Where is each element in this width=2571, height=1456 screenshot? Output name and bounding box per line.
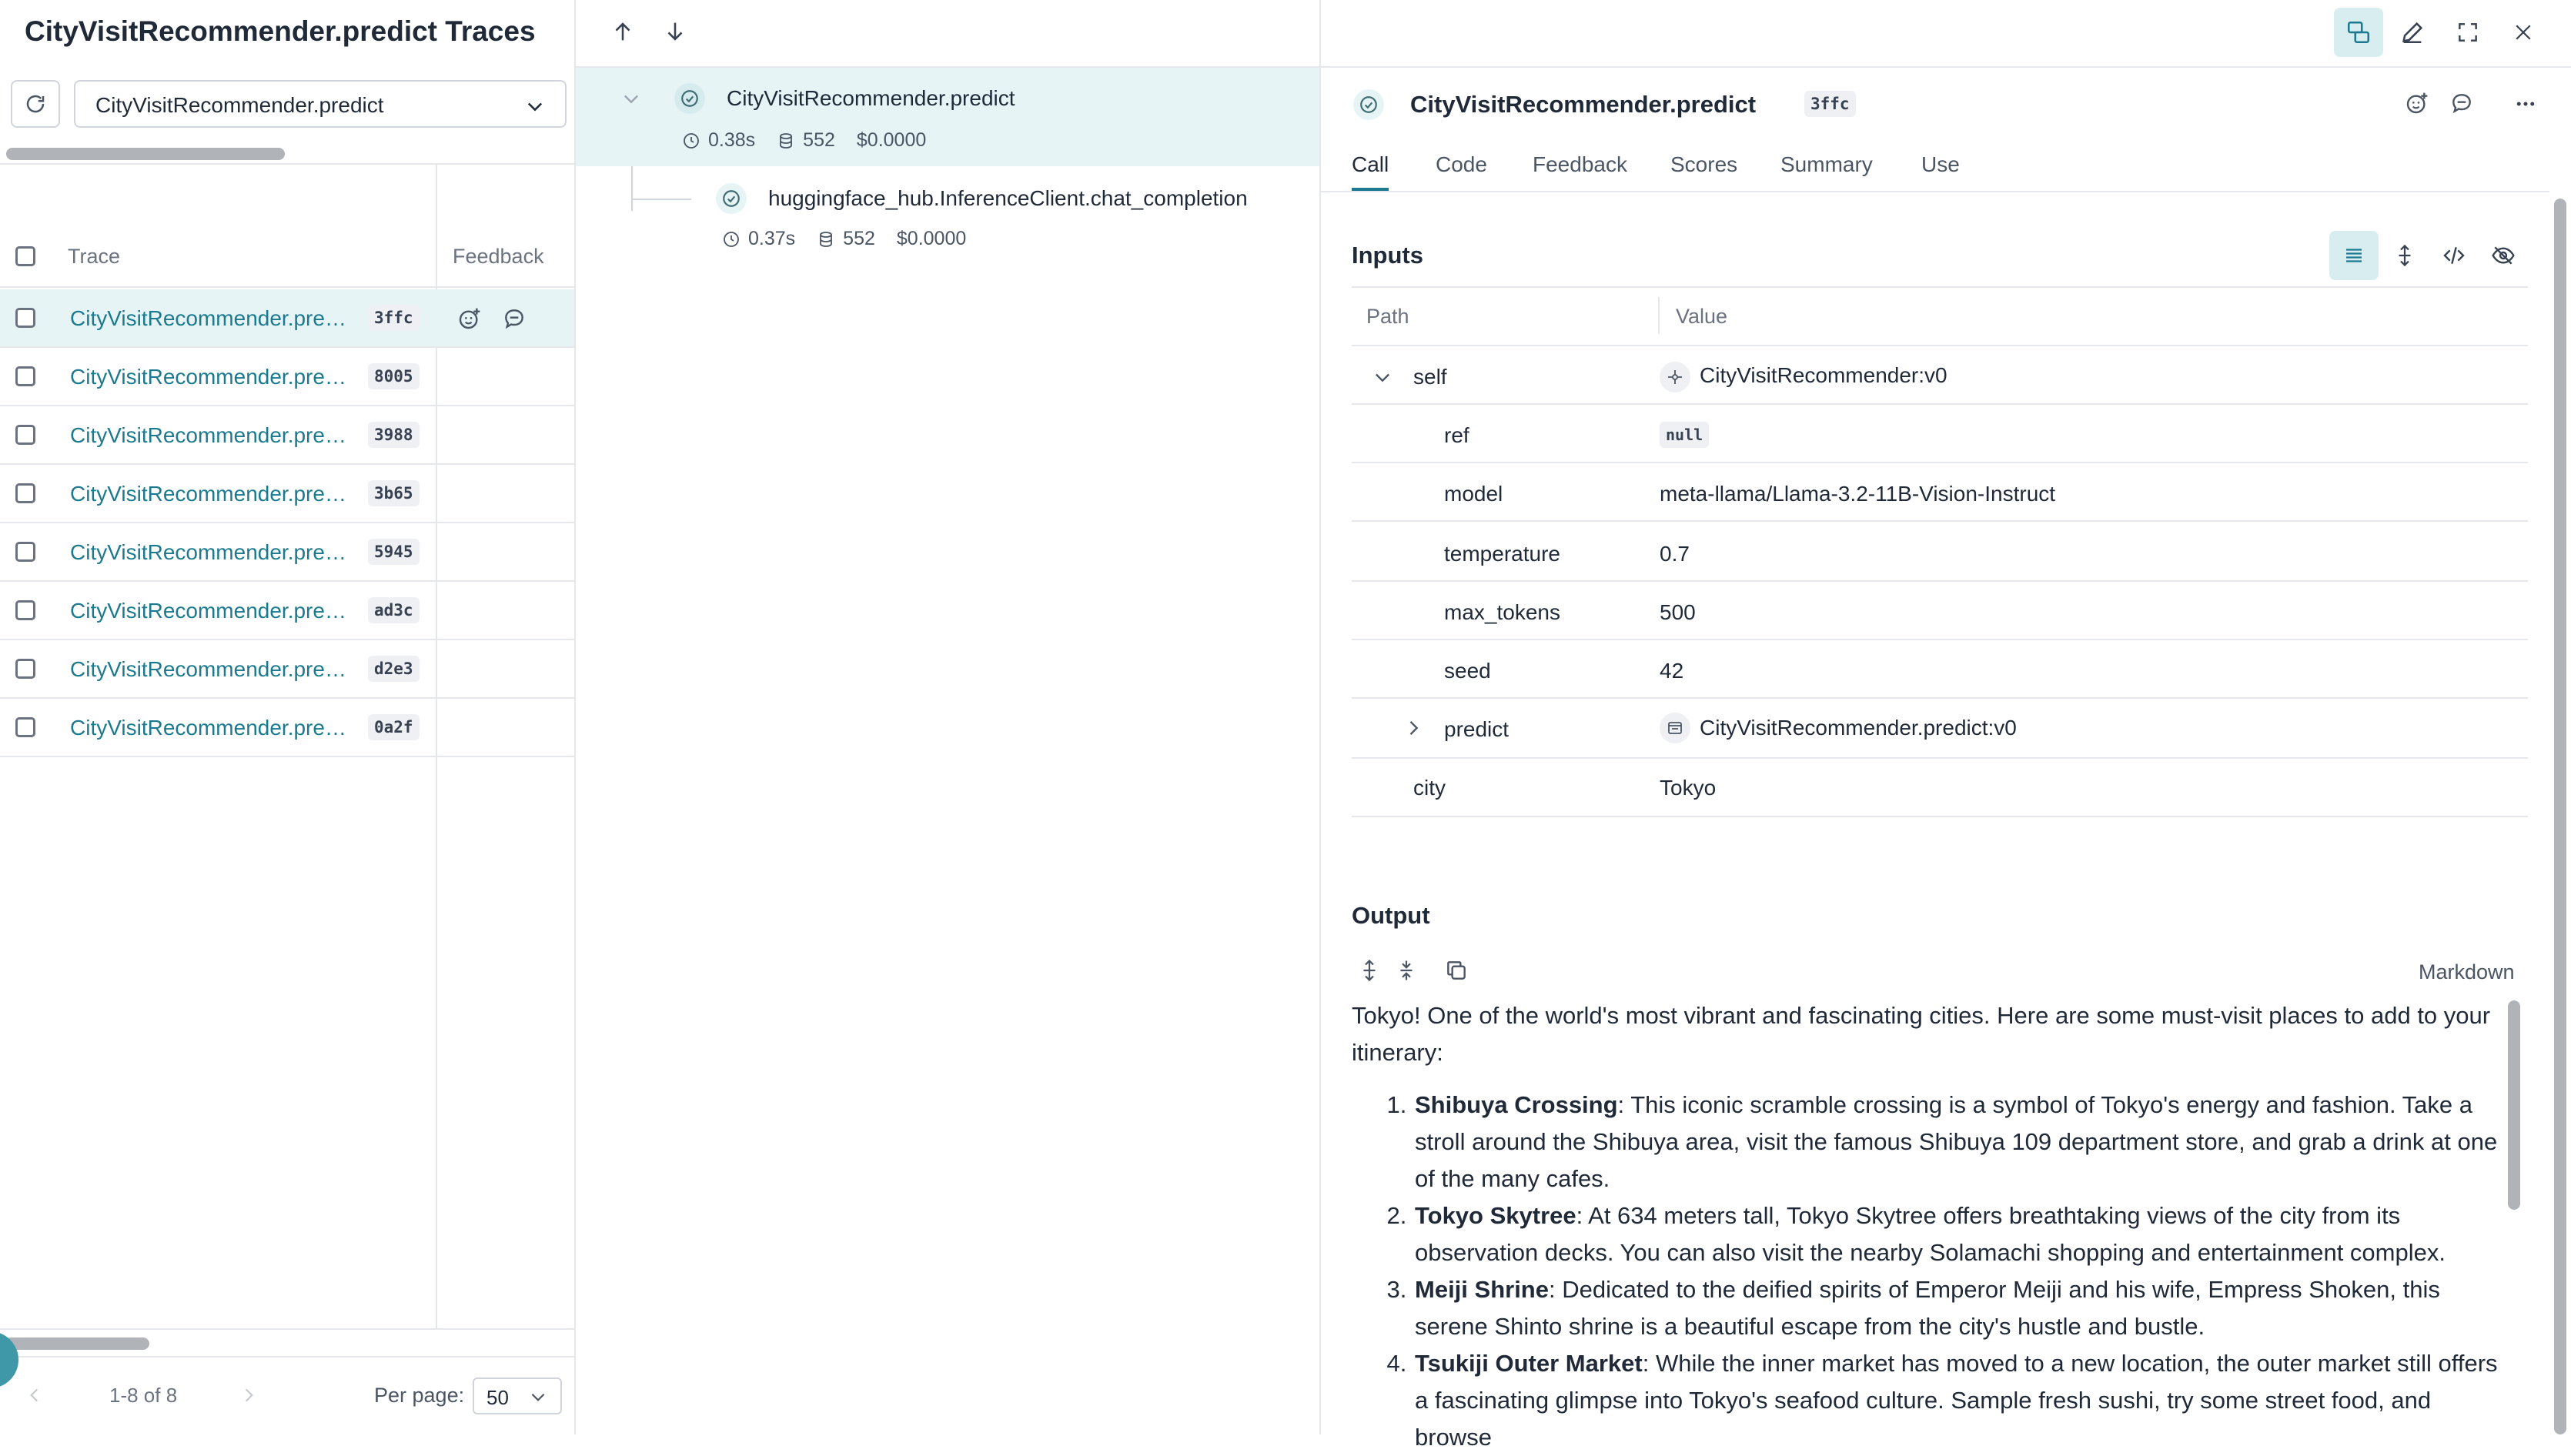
row-checkbox[interactable] bbox=[15, 425, 35, 445]
input-key-ref: ref bbox=[1444, 423, 1469, 447]
input-key-temperature: temperature bbox=[1444, 542, 1560, 566]
input-value-model: meta-llama/Llama-3.2-11B-Vision-Instruct bbox=[1660, 482, 2056, 506]
trace-name-link[interactable]: CityVisitRecommender.pre… bbox=[70, 540, 346, 564]
row-checkbox[interactable] bbox=[15, 659, 35, 679]
table-row[interactable] bbox=[0, 465, 574, 523]
pagination-range: 1-8 of 8 bbox=[109, 1384, 178, 1407]
chevron-down-icon[interactable] bbox=[1372, 366, 1393, 388]
token-count: 552 bbox=[803, 129, 835, 151]
expand-vertical-icon[interactable] bbox=[1358, 957, 1381, 983]
list-item bbox=[1413, 1197, 2499, 1271]
input-value-predict[interactable]: CityVisitRecommender.predict:v0 bbox=[1700, 716, 2017, 740]
arrow-up-icon[interactable] bbox=[610, 18, 636, 45]
table-row[interactable] bbox=[0, 582, 574, 640]
input-value-self[interactable]: CityVisitRecommender:v0 bbox=[1700, 363, 1947, 387]
expand-vertical-icon bbox=[2393, 243, 2416, 268]
input-value-temperature: 0.7 bbox=[1660, 542, 1690, 566]
status-badge bbox=[674, 83, 705, 114]
row-divider bbox=[1352, 462, 2528, 463]
cost-value: $0.0000 bbox=[896, 228, 967, 249]
trace-id-badge: ad3c bbox=[368, 597, 420, 623]
input-value-ref: null bbox=[1660, 422, 1709, 448]
model-icon bbox=[1666, 368, 1684, 386]
per-page-value: 50 bbox=[486, 1386, 509, 1409]
input-value-city: Tokyo bbox=[1660, 776, 1717, 800]
trace-name-link[interactable]: CityVisitRecommender.pre… bbox=[70, 599, 346, 623]
horizontal-scrollbar[interactable] bbox=[6, 148, 285, 160]
trace-name-link[interactable]: CityVisitRecommender.pre… bbox=[70, 306, 346, 330]
status-badge bbox=[1353, 89, 1384, 120]
token-count: 552 bbox=[843, 228, 875, 249]
output-intro: Tokyo! One of the world's most vibrant and fascinating cities. Here are some must-visit places to add to your itinerary: bbox=[1352, 1002, 2491, 1066]
refresh-icon bbox=[24, 92, 47, 115]
chevron-right-icon[interactable] bbox=[1403, 717, 1424, 739]
table-row[interactable] bbox=[0, 523, 574, 582]
trace-id-badge: 3988 bbox=[368, 422, 420, 448]
object-badge bbox=[1660, 713, 1690, 743]
input-key-seed: seed bbox=[1444, 659, 1491, 683]
check-circle-icon bbox=[680, 88, 700, 109]
traces-panel bbox=[0, 0, 576, 1434]
refresh-button[interactable] bbox=[11, 80, 60, 128]
close-icon bbox=[2512, 21, 2535, 44]
list-item-title: Shibuya Crossing bbox=[1415, 1091, 1618, 1118]
trace-id-badge: 3ffc bbox=[368, 305, 420, 331]
row-checkbox[interactable] bbox=[15, 483, 35, 503]
code-view-button[interactable] bbox=[2429, 231, 2479, 280]
list-item bbox=[1413, 1087, 2499, 1197]
tab-code[interactable]: Code bbox=[1436, 152, 1487, 176]
trace-id-badge: 8005 bbox=[368, 363, 420, 389]
latency-value: 0.38s bbox=[708, 129, 756, 151]
trace-id-badge: d2e3 bbox=[368, 656, 420, 682]
trace-column-header: Trace bbox=[68, 245, 121, 268]
list-item bbox=[1413, 1345, 2499, 1456]
close-button[interactable] bbox=[2499, 8, 2548, 57]
database-icon bbox=[817, 230, 835, 249]
op-icon bbox=[1666, 719, 1684, 737]
table-row[interactable] bbox=[0, 699, 574, 757]
status-badge bbox=[716, 183, 747, 214]
divider bbox=[0, 1328, 574, 1330]
hide-button[interactable] bbox=[2479, 231, 2528, 280]
tab-call[interactable]: Call bbox=[1352, 152, 1389, 176]
call-metrics bbox=[722, 228, 966, 250]
tree-view-button[interactable] bbox=[2334, 8, 2383, 57]
tab-use[interactable]: Use bbox=[1921, 152, 1960, 176]
path-column-header: Path bbox=[1366, 305, 1409, 328]
table-row[interactable] bbox=[0, 289, 574, 348]
input-value-max-tokens: 500 bbox=[1660, 600, 1696, 624]
input-key-city: city bbox=[1413, 776, 1446, 800]
page-title: CityVisitRecommender.predict Traces bbox=[25, 15, 536, 47]
call-title: CityVisitRecommender.predict bbox=[1410, 91, 1757, 118]
divider bbox=[1321, 66, 2571, 68]
output-list bbox=[1413, 1087, 2499, 1456]
op-filter-select[interactable] bbox=[74, 80, 567, 128]
list-item-text: : While the inner market has moved to a new location, the outer market still offers a fascinating glimpse into Tokyo's seafood culture. Sample fresh sushi, try some street food, and browse bbox=[1415, 1350, 2498, 1451]
collapse-vertical-icon[interactable] bbox=[1395, 957, 1418, 983]
add-note-icon[interactable] bbox=[2449, 91, 2474, 115]
row-divider bbox=[1352, 520, 2528, 522]
add-reaction-icon[interactable] bbox=[457, 306, 482, 331]
inputs-heading: Inputs bbox=[1352, 242, 1423, 269]
list-icon bbox=[2342, 244, 2365, 267]
row-checkbox[interactable] bbox=[15, 717, 35, 737]
database-icon bbox=[777, 132, 795, 150]
tab-scores[interactable]: Scores bbox=[1670, 152, 1738, 176]
table-row[interactable] bbox=[0, 348, 574, 406]
list-item-text: : At 634 meters tall, Tokyo Skytree offers breathtaking views of the city from its observation decks. You can also visit the nearby Solamachi shopping and entertainment complex. bbox=[1415, 1202, 2446, 1266]
vertical-scrollbar[interactable] bbox=[2554, 199, 2566, 1434]
call-tree-panel bbox=[576, 0, 1321, 1434]
copy-icon[interactable] bbox=[1444, 957, 1469, 983]
row-divider bbox=[1352, 580, 2528, 582]
call-tree-root[interactable] bbox=[576, 68, 1319, 166]
arrow-down-icon[interactable] bbox=[662, 18, 688, 45]
tree-view-icon bbox=[2345, 19, 2372, 45]
output-format-label[interactable]: Markdown bbox=[2419, 960, 2515, 983]
trace-name-link[interactable]: CityVisitRecommender.pre… bbox=[70, 365, 346, 389]
trace-id-badge: 3b65 bbox=[368, 480, 420, 506]
list-item-title: Tokyo Skytree bbox=[1415, 1202, 1576, 1229]
output-markdown bbox=[1352, 997, 2499, 1451]
trace-id-badge: 0a2f bbox=[368, 714, 420, 740]
pencil-icon bbox=[2399, 19, 2426, 45]
tab-summary[interactable]: Summary bbox=[1780, 152, 1873, 176]
fullscreen-icon bbox=[2456, 20, 2480, 45]
add-reaction-icon[interactable] bbox=[2405, 91, 2429, 115]
call-id-badge: 3ffc bbox=[1804, 91, 1856, 117]
edit-button[interactable] bbox=[2388, 8, 2437, 57]
feedback-column-header: Feedback bbox=[453, 245, 544, 268]
more-options-icon[interactable] bbox=[2512, 92, 2539, 115]
list-item-title: Tsukiji Outer Market bbox=[1415, 1350, 1643, 1377]
column-divider bbox=[1658, 297, 1660, 334]
tree-connector bbox=[631, 166, 633, 211]
clock-icon bbox=[682, 132, 700, 150]
call-name: CityVisitRecommender.predict bbox=[727, 86, 1015, 110]
expand-all-button[interactable] bbox=[2380, 231, 2429, 280]
next-page-icon[interactable] bbox=[239, 1384, 259, 1407]
chevron-down-icon bbox=[528, 1387, 548, 1407]
add-note-icon[interactable] bbox=[502, 306, 527, 331]
fullscreen-button[interactable] bbox=[2443, 8, 2492, 57]
row-divider bbox=[1352, 816, 2528, 817]
cost-value: $0.0000 bbox=[856, 129, 927, 151]
input-value-seed: 42 bbox=[1660, 659, 1684, 683]
table-header bbox=[0, 165, 574, 288]
table-view-button[interactable] bbox=[2329, 231, 2379, 280]
row-checkbox[interactable] bbox=[15, 308, 35, 328]
list-item-text: : This iconic scramble crossing is a symbol of Tokyo's energy and fashion. Take a stroll around the Shibuya area, visit the famous Shibuya 109 department store, and grab a drink at one of the many cafes. bbox=[1415, 1091, 2498, 1192]
select-all-checkbox[interactable] bbox=[15, 246, 35, 266]
input-key-predict: predict bbox=[1444, 717, 1510, 741]
row-checkbox[interactable] bbox=[15, 366, 35, 386]
per-page-label: Per page: bbox=[374, 1384, 465, 1407]
latency-value: 0.37s bbox=[748, 228, 796, 249]
output-heading: Output bbox=[1352, 902, 1430, 929]
check-circle-icon bbox=[1359, 95, 1379, 115]
list-item-title: Meiji Shrine bbox=[1415, 1276, 1549, 1303]
call-name: huggingface_hub.InferenceClient.chat_completion bbox=[768, 186, 1248, 210]
divider bbox=[0, 1356, 574, 1357]
row-divider bbox=[1352, 697, 2528, 699]
table-row[interactable] bbox=[0, 640, 574, 699]
horizontal-scrollbar[interactable] bbox=[5, 1337, 149, 1350]
call-metrics bbox=[682, 129, 926, 152]
prev-page-icon[interactable] bbox=[25, 1384, 45, 1407]
row-divider bbox=[1352, 403, 2528, 405]
chevron-down-icon[interactable] bbox=[620, 88, 642, 109]
row-checkbox[interactable] bbox=[15, 542, 35, 562]
tree-connector bbox=[631, 199, 691, 200]
chevron-down-icon bbox=[523, 95, 547, 117]
trace-name-link[interactable]: CityVisitRecommender.pre… bbox=[70, 657, 346, 681]
input-key-self: self bbox=[1413, 365, 1447, 389]
object-badge bbox=[1660, 362, 1690, 392]
op-filter-value: CityVisitRecommender.predict bbox=[95, 93, 384, 117]
input-key-max-tokens: max_tokens bbox=[1444, 600, 1560, 624]
row-divider bbox=[1352, 639, 2528, 640]
tab-feedback[interactable]: Feedback bbox=[1533, 152, 1627, 176]
trace-name-link[interactable]: CityVisitRecommender.pre… bbox=[70, 716, 346, 740]
table-row[interactable] bbox=[0, 406, 574, 465]
output-scrollbar[interactable] bbox=[2508, 1000, 2520, 1210]
call-tree-child[interactable] bbox=[576, 166, 1319, 265]
row-checkbox[interactable] bbox=[15, 600, 35, 620]
trace-name-link[interactable]: CityVisitRecommender.pre… bbox=[70, 423, 346, 447]
trace-name-link[interactable]: CityVisitRecommender.pre… bbox=[70, 482, 346, 506]
table-border bbox=[1352, 345, 2528, 346]
list-item bbox=[1413, 1271, 2499, 1345]
table-border bbox=[1352, 286, 2528, 288]
list-item-text: : Dedicated to the deified spirits of Emperor Meiji and his wife, Empress Shoken, this serene Shinto shrine is a beautiful escape from the city's hustle and bustle. bbox=[1415, 1276, 2440, 1340]
eye-off-icon bbox=[2491, 243, 2516, 268]
trace-id-badge: 5945 bbox=[368, 539, 420, 565]
code-icon bbox=[2442, 243, 2466, 268]
per-page-select[interactable] bbox=[473, 1378, 562, 1414]
check-circle-icon bbox=[721, 189, 741, 209]
clock-icon bbox=[722, 230, 741, 249]
input-key-model: model bbox=[1444, 482, 1503, 506]
row-divider bbox=[1352, 757, 2528, 759]
value-column-header: Value bbox=[1676, 305, 1728, 328]
divider bbox=[1321, 191, 2549, 192]
